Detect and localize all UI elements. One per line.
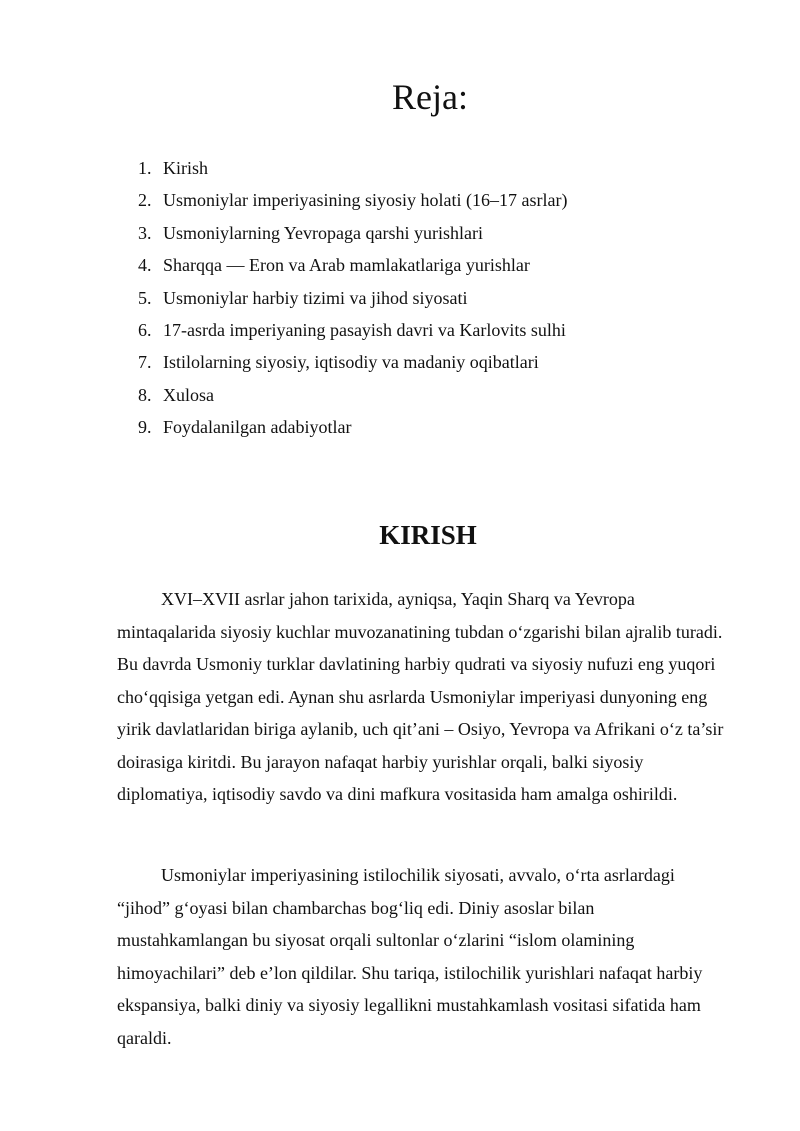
- list-item: [138, 411, 567, 443]
- list-item-label: Xulosa: [163, 384, 214, 405]
- list-item: [138, 314, 567, 346]
- list-item-label: Usmoniylar imperiyasining siyosiy holati (16–17 asrlar): [163, 190, 568, 211]
- list-item-label: Kirish: [163, 158, 208, 178]
- plan-title: Reja:: [392, 77, 468, 117]
- list-item: [138, 184, 567, 216]
- body-paragraph: XVI–XVII asrlar jahon tarixida, ayniqsa, Yaqin Sharq va Yevropa mintaqalarida siyosiy kuchlar muvozanatining tubdan o‘zgarishi bilan ajralib turadi. Bu davrda Usmoniy turklar davlatining harbiy qudrati va siyosiy nufuzi eng yuqori cho‘qqisiga yetgan edi. Aynan shu asrlarda Usmoniylar imperiyasi dunyoning eng yirik davlatlaridan biriga aylanib, uch qit’ani – Osiyo, Yevropa va Afrikani o‘z ta’sir doirasiga kiritdi. Bu jarayon nafaqat harbiy yurishlar orqali, balki siyosiy diplomatiya, iqtisodiy savdo va dini mafkura vositasida ham amalga oshirildi.: [117, 589, 724, 804]
- list-item-number: 6.: [138, 320, 152, 341]
- section-title: KIRISH: [379, 520, 477, 550]
- list-item-label: Istilolarning siyosiy, iqtisodiy va madaniy oqibatlari: [163, 352, 539, 373]
- list-item-label: 17-asrda imperiyaning pasayish davri va Karlovits sulhi: [163, 320, 566, 341]
- list-item: [138, 152, 567, 184]
- list-item: [138, 282, 567, 314]
- list-item-label: Foydalanilgan adabiyotlar: [163, 417, 352, 438]
- list-item-number: 3.: [138, 222, 152, 243]
- list-item: [138, 249, 567, 281]
- list-item-number: 5.: [138, 287, 152, 308]
- body-paragraph: Usmoniylar imperiyasining istilochilik siyosati, avvalo, o‘rta asrlardagi “jihod” g‘oyasi bilan chambarchas bog‘liq edi. Diniy asoslar bilan mustahkamlangan bu siyosat orqali sultonlar o‘zlarini “islom olamining himoyachilari” deb e’lon qildilar. Shu tariqa, istilochilik yurishlari nafaqat harbiy ekspansiya, balki diniy va siyosiy legallikni mustahkamlash vositasi sifatida ham qaraldi.: [117, 865, 703, 1048]
- list-item-number: 8.: [138, 384, 152, 405]
- list-item-number: 9.: [138, 417, 152, 438]
- list-item-label: Usmoniylarning Yevropaga qarshi yurishlari: [163, 222, 483, 243]
- list-item-number: 1.: [138, 158, 152, 178]
- list-item: [138, 346, 567, 378]
- list-item-label: Usmoniylar harbiy tizimi va jihod siyosati: [163, 287, 468, 308]
- list-item-number: 2.: [138, 190, 152, 211]
- plan-list: [138, 152, 567, 444]
- list-item-number: 4.: [138, 255, 152, 276]
- list-item-label: Sharqqa — Eron va Arab mamlakatlariga yurishlar: [163, 255, 530, 276]
- list-item-number: 7.: [138, 352, 152, 373]
- list-item: [138, 379, 567, 411]
- list-item: [138, 217, 567, 249]
